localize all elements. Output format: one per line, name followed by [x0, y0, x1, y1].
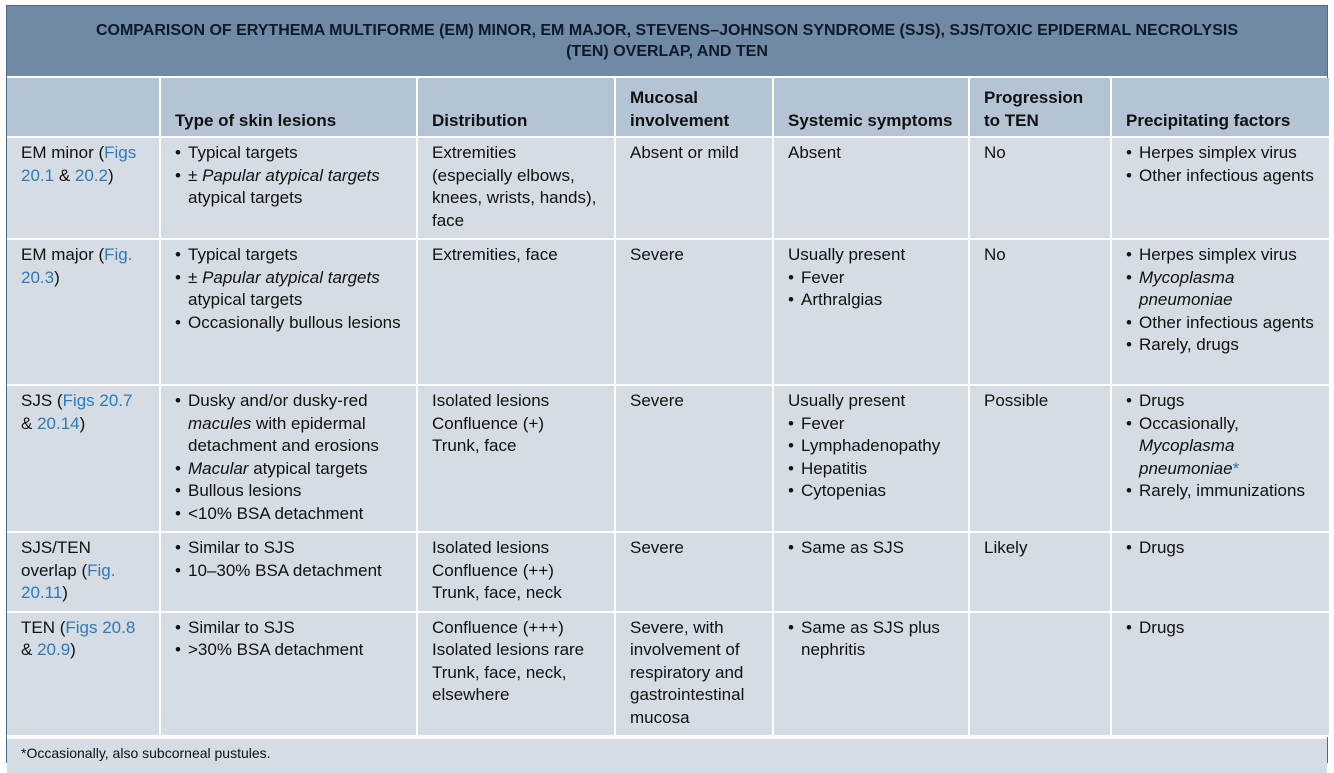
list-item: • Rarely, immunizations [1126, 480, 1315, 503]
list-item: • Similar to SJS [175, 537, 402, 560]
cell-progression: Possible [969, 385, 1111, 532]
figure-link[interactable]: Figs 20.1 [21, 143, 137, 185]
list-item: • Other infectious agents [1126, 312, 1315, 335]
list-item: • Dusky and/or dusky-red macules with epidermal detachment and erosions [175, 390, 402, 458]
header-distribution: Distribution [417, 78, 615, 137]
list-item: • Typical targets [175, 244, 402, 267]
cell-systemic: Usually present • Fever • Arthralgias [773, 239, 969, 385]
list-item: • Fever [788, 267, 954, 290]
cell-distribution: Confluence (+++) Isolated lesions rare Trunk, face, neck, elsewhere [417, 612, 615, 737]
cell-mucosal: Severe [615, 385, 773, 532]
header-lesions: Type of skin lesions [160, 78, 417, 137]
list-item: • >30% BSA detachment [175, 639, 402, 662]
cell-systemic [773, 612, 969, 737]
list-item: • Herpes simplex virus [1126, 142, 1315, 165]
comparison-table-figure [6, 5, 1328, 763]
row-em-major [7, 239, 1329, 385]
cell-mucosal: Severe [615, 532, 773, 612]
figure-link[interactable]: Fig. 20.3 [21, 245, 133, 287]
cell-factors [1111, 532, 1329, 612]
header-progression: Progression to TEN [969, 78, 1111, 137]
figure-link[interactable]: Fig. 20.11 [21, 560, 116, 602]
header-condition [7, 78, 160, 137]
cell-distribution: Isolated lesions Confluence (+) Trunk, face [417, 385, 615, 532]
table-title: COMPARISON OF ERYTHEMA MULTIFORME (EM) MINOR, EM MAJOR, STEVENS–JOHNSON SYNDROME (SJS), SJS/TOXIC EPIDERMAL NECROLYSIS (TEN) OVERLAP, AND TEN [7, 6, 1327, 78]
list-item: • Other infectious agents [1126, 165, 1315, 188]
list-item: • Bullous lesions [175, 480, 402, 503]
header-factors: Precipitating factors [1111, 78, 1329, 137]
list-item: • Mycoplasma pneumoniae [1126, 267, 1315, 312]
header-systemic: Systemic symptoms [773, 78, 969, 137]
row-em-minor [7, 137, 1329, 239]
comparison-table [7, 78, 1329, 737]
cell-systemic: Absent [773, 137, 969, 239]
cell-distribution: Extremities (especially elbows, knees, wrists, hands), face [417, 137, 615, 239]
cell-condition: SJS (Figs 20.7 & 20.14) [7, 385, 160, 532]
table-footnote: *Occasionally, also subcorneal pustules. [7, 737, 1327, 773]
cell-lesions [160, 385, 417, 532]
cell-mucosal: Severe [615, 239, 773, 385]
cell-factors [1111, 385, 1329, 532]
list-item: • Rarely, drugs [1126, 334, 1315, 357]
figure-link[interactable]: 20.14 [37, 413, 80, 433]
list-item: • Same as SJS [788, 537, 954, 560]
list-item: • Drugs [1126, 390, 1315, 413]
cell-lesions [160, 137, 417, 239]
row-ten [7, 612, 1329, 737]
cell-factors [1111, 239, 1329, 385]
list-item: • Arthralgias [788, 289, 954, 312]
figure-link[interactable]: 20.2 [74, 165, 108, 185]
figure-link[interactable]: Figs 20.7 [62, 391, 133, 410]
cell-systemic: Usually present • Fever • Lymphadenopathy • Hepatitis • Cytopenias [773, 385, 969, 532]
list-item: • ± Papular atypical targets atypical targets [175, 267, 402, 312]
cell-condition: EM minor (Figs 20.1 & 20.2) [7, 137, 160, 239]
cell-systemic [773, 532, 969, 612]
cell-factors [1111, 137, 1329, 239]
cell-progression: Likely [969, 532, 1111, 612]
cell-lesions [160, 612, 417, 737]
list-item: • Herpes simplex virus [1126, 244, 1315, 267]
list-item: • Occasionally, Mycoplasma pneumoniae* [1126, 413, 1315, 481]
cell-distribution: Isolated lesions Confluence (++) Trunk, face, neck [417, 532, 615, 612]
cell-progression: No [969, 239, 1111, 385]
list-item: • Typical targets [175, 142, 402, 165]
cell-lesions [160, 239, 417, 385]
cell-progression [969, 612, 1111, 737]
list-item: • Cytopenias [788, 480, 954, 503]
cell-condition: SJS/TEN overlap (Fig. 20.11) [7, 532, 160, 612]
cell-condition: TEN (Figs 20.8 & 20.9) [7, 612, 160, 737]
cell-factors [1111, 612, 1329, 737]
list-item: • Macular atypical targets [175, 458, 402, 481]
list-item: • Similar to SJS [175, 617, 402, 640]
header-row [7, 78, 1329, 137]
figure-link[interactable]: Figs 20.8 [65, 617, 136, 637]
list-item: • Fever [788, 413, 954, 436]
cell-progression: No [969, 137, 1111, 239]
list-item: • 10–30% BSA detachment [175, 560, 402, 583]
list-item: • Hepatitis [788, 458, 954, 481]
cell-condition: EM major (Fig. 20.3) [7, 239, 160, 385]
list-item: • ± Papular atypical targets atypical targets [175, 165, 402, 210]
list-item: • Drugs [1126, 617, 1315, 640]
header-mucosal: Mucosal involvement [615, 78, 773, 137]
cell-mucosal: Severe, with involvement of respiratory and gastrointestinal mucosa [615, 612, 773, 737]
footnote-marker: * [21, 745, 27, 761]
list-item: • Occasionally bullous lesions [175, 312, 402, 335]
list-item: • Lymphadenopathy [788, 435, 954, 458]
cell-lesions [160, 532, 417, 612]
list-item: • Same as SJS plus nephritis [788, 617, 954, 662]
footnote-marker: * [1232, 458, 1240, 478]
cell-distribution: Extremities, face [417, 239, 615, 385]
figure-link[interactable]: 20.9 [37, 640, 71, 659]
row-sjs-ten-overlap [7, 532, 1329, 612]
list-item: • Drugs [1126, 537, 1315, 560]
list-item: • <10% BSA detachment [175, 503, 402, 526]
cell-mucosal: Absent or mild [615, 137, 773, 239]
row-sjs [7, 385, 1329, 532]
